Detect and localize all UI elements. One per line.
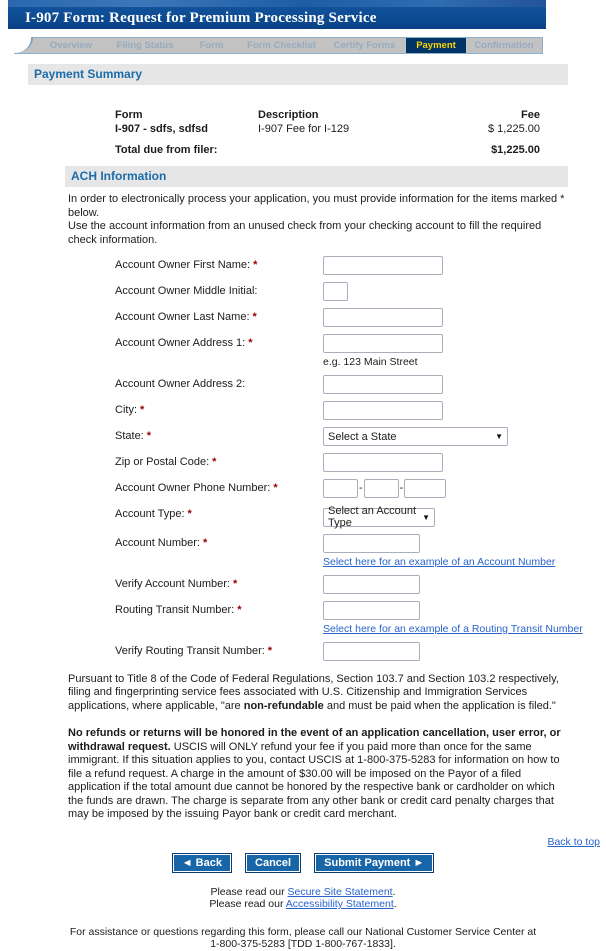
verify-account-number-label: Verify Account Number:: [115, 577, 230, 590]
verify-account-number-input[interactable]: [323, 575, 420, 594]
secure-site-line: [0, 886, 606, 899]
tab-bar: [14, 37, 543, 54]
page-title: I-907 Form: Request for Premium Processing Service: [8, 7, 546, 29]
ach-form: [115, 256, 606, 661]
required-asterisk: *: [232, 577, 238, 590]
header-texture: [8, 0, 546, 7]
legal-p1-text-end: and must be paid when the application is filed.": [323, 699, 556, 712]
middle-initial-label: Account Owner Middle Initial:: [115, 285, 258, 297]
first-name-input[interactable]: [323, 256, 443, 275]
account-type-select[interactable]: [323, 505, 435, 529]
ach-intro-line-2: Use the account information from an unused check from your checking account to fill the required check information.: [68, 220, 542, 246]
phone-prefix-input[interactable]: [364, 479, 399, 498]
fee-table-row: [115, 123, 540, 136]
submit-payment-button[interactable]: Submit Payment ►: [314, 853, 434, 873]
last-name-input[interactable]: [323, 308, 443, 327]
form-row-verify-account-number: [115, 575, 606, 594]
accessibility-line: [0, 898, 606, 911]
tab-form[interactable]: Form: [199, 40, 224, 51]
form-row-verify-routing-number: [115, 642, 606, 661]
payment-summary-heading-bar: [28, 64, 568, 85]
accessibility-suffix: .: [393, 898, 397, 910]
form-row-address-2: [115, 375, 606, 394]
required-asterisk: *: [237, 603, 242, 616]
legal-p1-bold: non-refundable: [243, 699, 324, 712]
legal-p2-text: USCIS will ONLY refund your fee if you paid more than once for the same immigrant. If this situation applies to you, contact USCIS at 1-800-375-5283 for information on how to file a refund request. A charge in the amount of $30.00 will be imposed on the Payor of a filed application if the total amount due cannot be honored by the respective bank or cardholder on which the funds are drawn. The charge is separate from any other bank or credit card penalty charges that may be imposed by the issuing Payor bank or credit card merchant.: [68, 740, 560, 820]
city-input[interactable]: [323, 401, 443, 420]
legal-paragraph-2: [68, 727, 564, 822]
fee-table-header-row: [115, 109, 540, 122]
required-asterisk: *: [212, 456, 217, 468]
action-button-row: [0, 853, 606, 873]
back-to-top-row: [0, 836, 600, 848]
required-asterisk: *: [267, 644, 273, 657]
footer: [0, 886, 606, 951]
chevron-down-icon: ▼: [495, 432, 503, 441]
total-due-value: $1,225.00: [491, 144, 540, 156]
tab-confirmation[interactable]: Confirmation: [474, 40, 534, 51]
chevron-down-icon: ▼: [422, 512, 430, 522]
required-asterisk: *: [187, 508, 192, 520]
back-to-top-link[interactable]: Back to top: [547, 835, 600, 848]
routing-number-label: Routing Transit Number:: [115, 603, 235, 616]
fee-row-description: I-907 Fee for I-129: [258, 123, 350, 135]
zip-input[interactable]: [323, 453, 443, 472]
state-select-value: Select a State: [328, 430, 397, 443]
city-label: City:: [115, 404, 137, 416]
address-1-input[interactable]: [323, 334, 443, 353]
last-name-label: Account Owner Last Name:: [115, 311, 250, 323]
address-2-label: Account Owner Address 2:: [115, 378, 246, 390]
account-type-label: Account Type:: [115, 508, 185, 520]
form-row-state: [115, 427, 606, 446]
app-header: [8, 0, 546, 29]
account-number-label: Account Number:: [115, 536, 200, 549]
state-label: State:: [115, 430, 144, 442]
account-number-example-link[interactable]: Select here for an example of an Account Number: [323, 555, 556, 568]
cancel-button[interactable]: Cancel: [245, 853, 301, 873]
form-row-city: [115, 401, 606, 420]
fee-table-header-description: Description: [258, 109, 319, 121]
legal-p1-text: Pursuant to Title 8 of the Code of Federal Regulations, Section 103.7 and Section 103.2 respectively, filing and fingerprinting service fees associated with U.S. Citizenship and Immigration Services applications, where applicable, "are: [68, 672, 559, 712]
total-due-label: Total due from filer:: [115, 144, 218, 156]
address-example-hint: e.g. 123 Main Street: [323, 356, 418, 368]
fee-table-total-row: [115, 144, 540, 157]
required-asterisk: *: [252, 311, 257, 323]
required-asterisk: *: [202, 536, 208, 549]
fee-row-form: I-907 - sdfs, sdfsd: [115, 123, 208, 135]
address-2-input[interactable]: [323, 375, 443, 394]
account-number-input[interactable]: [323, 534, 420, 553]
assistance-line-1: For assistance or questions regarding this form, please call our National Customer Service Center at: [69, 925, 537, 938]
legal-p2-bold: No refunds or returns will be honored in the event of an application cancellation, user error, or withdrawal request.: [68, 727, 561, 753]
form-row-routing-number: [115, 601, 606, 635]
required-asterisk: *: [248, 337, 253, 349]
legal-paragraph-1: [68, 673, 564, 714]
routing-number-example-link[interactable]: Select here for an example of a Routing Transit Number: [323, 622, 583, 635]
assistance-line-2: 1-800-375-5283 [TDD 1-800-767-1833].: [210, 938, 396, 950]
tab-filing-status[interactable]: Filing Status: [116, 40, 174, 51]
back-button[interactable]: ◄ Back: [172, 853, 232, 873]
state-select[interactable]: [323, 427, 508, 446]
verify-routing-number-label: Verify Routing Transit Number:: [115, 644, 265, 657]
zip-label: Zip or Postal Code:: [115, 456, 210, 468]
phone-label: Account Owner Phone Number:: [115, 482, 271, 494]
tab-overview[interactable]: Overview: [49, 40, 93, 51]
phone-area-code-input[interactable]: [323, 479, 358, 498]
form-row-zip: [115, 453, 606, 472]
form-row-phone: [115, 479, 606, 498]
total-due-spacer: [258, 144, 445, 157]
form-row-first-name: [115, 256, 606, 275]
phone-separator: -: [399, 482, 404, 494]
secure-site-prefix: Please read our: [210, 885, 288, 898]
ach-intro: [68, 193, 565, 247]
fee-table-header-form: Form: [115, 109, 143, 121]
required-asterisk: *: [140, 404, 145, 416]
fee-row-fee: $ 1,225.00: [488, 123, 540, 135]
secure-site-suffix: .: [392, 885, 396, 898]
payment-summary-heading: Payment Summary: [34, 67, 143, 81]
required-asterisk: *: [146, 430, 152, 442]
secure-site-statement-link[interactable]: Secure Site Statement: [287, 885, 393, 898]
assistance-text: [0, 926, 606, 951]
ach-heading: ACH Information: [71, 169, 167, 183]
phone-line-input[interactable]: [404, 479, 446, 498]
ach-intro-line-1: In order to electronically process your application, you must provide information for the items marked * below.: [68, 193, 565, 219]
verify-routing-number-input[interactable]: [323, 642, 420, 661]
routing-number-input[interactable]: [323, 601, 420, 620]
tab-form-checklist[interactable]: Form Checklist: [247, 40, 316, 51]
tab-certify-forms[interactable]: Certify Forms: [333, 40, 396, 51]
form-row-address-1: [115, 334, 606, 368]
accessibility-statement-link[interactable]: Accessibility Statement: [285, 898, 394, 910]
phone-separator: -: [359, 482, 363, 494]
fee-table-header-fee: Fee: [521, 109, 540, 121]
form-row-account-type: [115, 505, 606, 527]
required-asterisk: *: [273, 482, 278, 494]
ach-heading-bar: [65, 166, 568, 187]
middle-initial-input[interactable]: [323, 282, 348, 301]
account-type-select-value: Select an Account Type: [328, 505, 417, 529]
fee-table: [115, 109, 540, 157]
form-row-account-number: [115, 534, 606, 568]
required-asterisk: *: [253, 259, 258, 271]
legal-text: [68, 673, 564, 822]
form-row-middle-initial: [115, 282, 606, 301]
address-1-label: Account Owner Address 1:: [115, 337, 246, 349]
tab-payment[interactable]: Payment: [406, 38, 466, 53]
form-row-last-name: [115, 308, 606, 327]
accessibility-prefix: Please read our: [209, 898, 286, 910]
first-name-label: Account Owner First Name:: [115, 259, 251, 271]
